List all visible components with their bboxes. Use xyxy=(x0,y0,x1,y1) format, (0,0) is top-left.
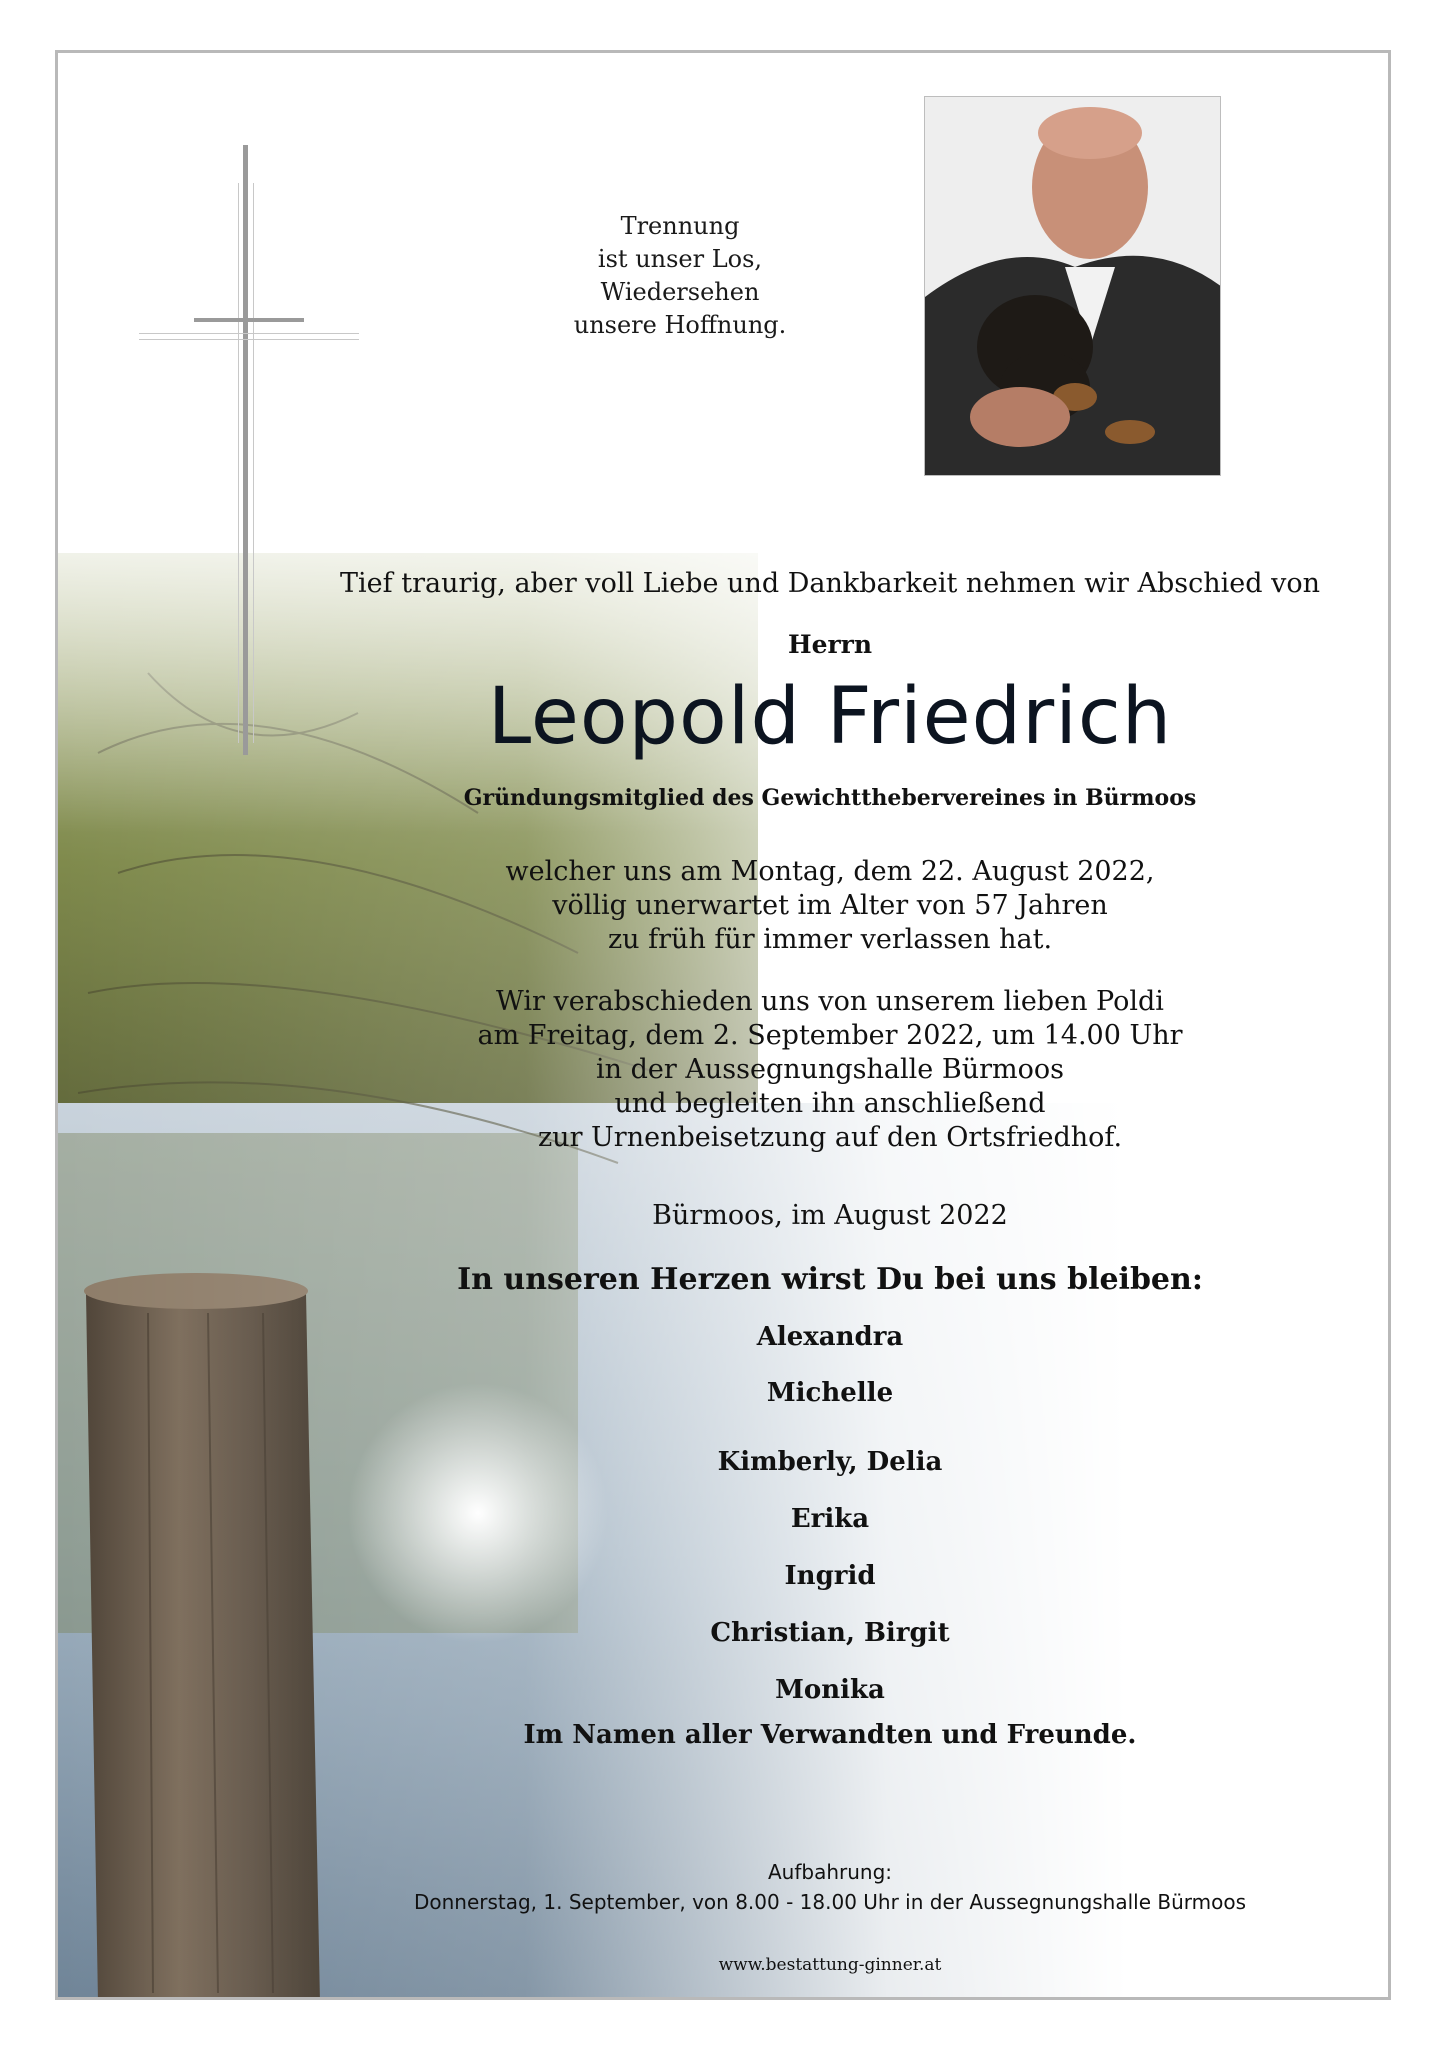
laying-out-text: Donnerstag, 1. September, von 8.00 - 18.00 Uhr in der Aussegnungshalle Bürmoos xyxy=(413,1890,1247,1914)
funeral-line: am Freitag, dem 2. September 2022, um 14.00 Uhr xyxy=(477,1020,1183,1051)
motto-line: Wiedersehen xyxy=(600,278,760,306)
funeral-line: in der Aussegnungshalle Bürmoos xyxy=(596,1054,1064,1085)
funeral-line: Wir verabschieden uns von unserem lieben Poldi xyxy=(496,986,1164,1017)
motto-line: ist unser Los, xyxy=(597,245,763,273)
mourners-closing: Im Namen aller Verwandten und Freunde. xyxy=(523,1720,1137,1750)
portrait-photo-icon xyxy=(925,97,1221,476)
place-date: Bürmoos, im August 2022 xyxy=(652,1200,1008,1231)
funeral-line: zur Urnenbeisetzung auf den Ortsfriedhof. xyxy=(537,1122,1123,1153)
deceased-name: Leopold Friedrich xyxy=(487,672,1173,762)
deceased-title: Gründungsmitglied des Gewichtthebervereines in Bürmoos xyxy=(463,785,1197,811)
portrait-photo xyxy=(924,96,1221,476)
motto-line: unsere Hoffnung. xyxy=(573,311,787,339)
mourners-heading: In unseren Herzen wirst Du bei uns bleiben: xyxy=(457,1262,1203,1297)
death-notice xyxy=(330,855,1330,957)
intro-text: Tief traurig, aber voll Liebe und Dankbarkeit nehmen wir Abschied von xyxy=(340,568,1320,599)
website-link[interactable]: www.bestattung-ginner.at xyxy=(718,1955,942,1975)
mourner-name: Erika xyxy=(790,1504,870,1534)
mourner-name: Kimberly, Delia xyxy=(717,1447,943,1477)
mourner-name: Christian, Birgit xyxy=(710,1618,950,1648)
funeral-line: und begleiten ihn anschließend xyxy=(614,1088,1046,1119)
laying-out-label: Aufbahrung: xyxy=(767,1860,893,1884)
death-line: zu früh für immer verlassen hat. xyxy=(607,924,1053,955)
mourner-name: Ingrid xyxy=(784,1561,876,1591)
salutation: Herrn xyxy=(787,630,873,659)
funeral-notice xyxy=(330,985,1330,1155)
death-line: welcher uns am Montag, dem 22. August 2022, xyxy=(505,856,1155,887)
death-line: völlig unerwartet im Alter von 57 Jahren xyxy=(552,890,1108,921)
mourner-name: Monika xyxy=(775,1675,885,1705)
motto-line: Trennung xyxy=(620,212,740,240)
motto-verse xyxy=(495,210,865,342)
mourner-name: Alexandra xyxy=(756,1322,904,1352)
mourner-name: Michelle xyxy=(766,1378,894,1408)
